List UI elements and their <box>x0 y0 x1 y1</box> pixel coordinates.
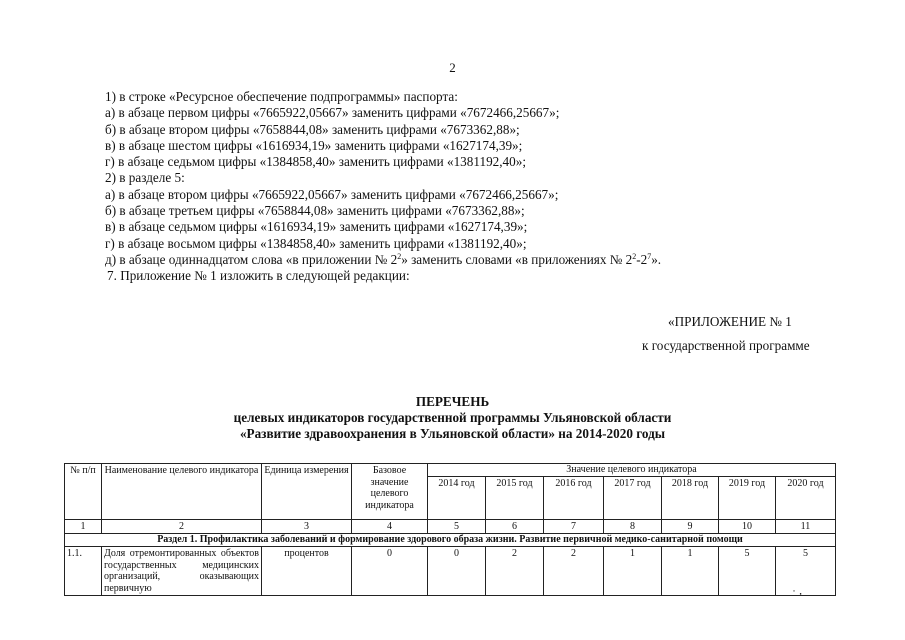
year-value: 1 <box>662 547 719 596</box>
year-value: 5 <box>719 547 776 596</box>
indicator-name: Доля отремонтированных объектов государственных медицинских организаций, оказывающих первичную <box>102 547 262 596</box>
title-line: ПЕРЕЧЕНЬ <box>415 394 490 409</box>
scan-specks: ˙ ⸱ <box>792 587 803 601</box>
amendment-line: а) в абзаце первом цифры «7665922,05667» заменить цифрами «7672466,25667»; <box>105 105 560 121</box>
amendment-line: б) в абзаце третьем цифры «7658844,08» заменить цифрами «7673362,88»; <box>105 203 525 219</box>
amendment-line: б) в абзаце втором цифры «7658844,08» заменить цифрами «7673362,88»; <box>105 121 520 137</box>
header-base-value: Базовое значение целевого индикатора <box>352 464 428 520</box>
title-line: целевых индикаторов государственной программы Ульяновской области <box>233 410 672 425</box>
appendix-label: «ПРИЛОЖЕНИЕ № 1 <box>668 314 792 329</box>
header-number: № п/п <box>65 464 102 520</box>
header-year: 2016 год <box>544 477 604 520</box>
amendment-line: в) в абзаце седьмом цифры «1616934,19» заменить цифрами «1627174,39»; <box>105 219 528 235</box>
column-number: 5 <box>428 520 486 534</box>
column-number: 2 <box>102 520 262 534</box>
header-name: Наименование целевого индикатора <box>102 464 262 520</box>
amendment-line: 1) в строке «Ресурсное обеспечение подпрограммы» паспорта: <box>105 89 458 104</box>
table-row <box>65 547 836 596</box>
year-value: 5 <box>776 547 836 596</box>
amendment-line: г) в абзаце седьмом цифры «1384858,40» заменить цифрами «1381192,40»; <box>105 154 526 170</box>
header-year: 2019 год <box>719 477 776 520</box>
header-year: 2015 год <box>486 477 544 520</box>
amendment-line: г) в абзаце восьмом цифры «1384858,40» заменить цифрами «1381192,40»; <box>105 235 527 251</box>
year-value: 1 <box>604 547 662 596</box>
header-year: 2018 год <box>662 477 719 520</box>
amendment-line: в) в абзаце шестом цифры «1616934,19» заменить цифрами «1627174,39»; <box>105 137 523 153</box>
header-year: 2014 год <box>428 477 486 520</box>
amendment-line-d: д) в абзаце одиннадцатом слова «в приложении № $2^2$» заменить словами «в приложениях № $2^2-2^7$». <box>105 251 662 267</box>
base-value: 0 <box>352 547 428 596</box>
column-number: 4 <box>352 520 428 534</box>
year-value: 2 <box>544 547 604 596</box>
appendix-reference: к государственной программе <box>642 338 810 353</box>
amendment-line: 2) в разделе 5: <box>105 170 185 186</box>
column-number: 3 <box>262 520 352 534</box>
page-number: 2 <box>449 60 456 75</box>
header-values-group: Значение целевого индикатора <box>428 464 836 477</box>
column-number: 1 <box>65 520 102 534</box>
section-heading: Раздел 1. Профилактика заболеваний и формирование здорового образа жизни. Развитие первичной медико-санитарной помощи <box>65 534 836 547</box>
year-value: 2 <box>486 547 544 596</box>
column-number: 8 <box>604 520 662 534</box>
row-number: 1.1. <box>65 547 102 596</box>
amendment-line-7: 7. Приложение № 1 изложить в следующей редакции: <box>107 268 410 284</box>
column-number: 9 <box>662 520 719 534</box>
header-year: 2017 год <box>604 477 662 520</box>
column-number: 6 <box>486 520 544 534</box>
column-number: 10 <box>719 520 776 534</box>
header-year: 2020 год <box>776 477 836 520</box>
column-number: 7 <box>544 520 604 534</box>
indicators-table <box>64 463 836 596</box>
indicator-unit: процентов <box>262 547 352 596</box>
amendment-line: а) в абзаце втором цифры «7665922,05667» заменить цифрами «7672466,25667»; <box>105 186 559 202</box>
column-number: 11 <box>776 520 836 534</box>
amendment-text <box>105 89 661 285</box>
title-line: «Развитие здравоохранения в Ульяновской области» на 2014-2020 годы <box>239 426 666 441</box>
document-title <box>0 394 905 442</box>
header-unit: Единица измерения <box>262 464 352 520</box>
year-value: 0 <box>428 547 486 596</box>
